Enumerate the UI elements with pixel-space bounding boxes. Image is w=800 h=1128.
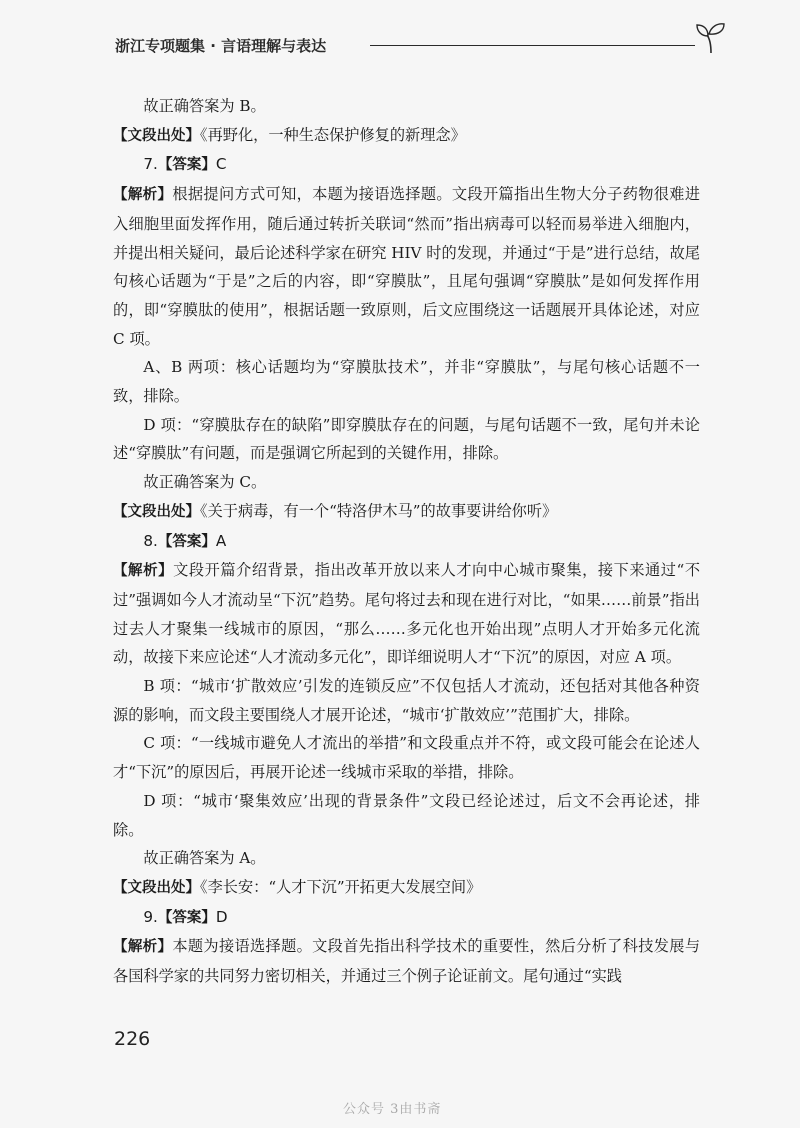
answer-line bbox=[113, 150, 700, 180]
answer-label: 【答案】 bbox=[157, 533, 216, 550]
answer-line bbox=[113, 903, 700, 933]
answer-line bbox=[113, 527, 700, 557]
answer-label: 【答案】 bbox=[157, 157, 216, 174]
analysis-paragraph bbox=[113, 556, 700, 672]
question-number: 7. bbox=[143, 155, 158, 174]
body-paragraph: C 项：“一线城市避免人才流出的举措”和文段重点并不符，或文段可能会在论述人才“下沉”的原因后，再展开论述一线城市采取的举措，排除。 bbox=[113, 734, 700, 782]
sprout-icon bbox=[693, 19, 729, 55]
answer-explanations bbox=[113, 92, 700, 991]
analysis-text: 文段开篇介绍背景，指出改革开放以来人才向中心城市聚集，接下来通过“不过”强调如今人才流动呈“下沉”趋势。尾句将过去和现在进行对比，“如果……前景”指出过去人才聚集一线城市的原因，“那么……多元化也开始出现”点明人才开始多元化流动，故接下来应论述“人才流动多元化”，即详细说明人才“下沉”的原因，对应 A 项。 bbox=[113, 561, 701, 667]
header-title: 浙江专项题集 · 言语理解与表达 bbox=[115, 37, 327, 55]
question-number: 8. bbox=[143, 531, 158, 550]
analysis-paragraph bbox=[113, 180, 700, 353]
header-rule bbox=[370, 45, 695, 46]
answer-value: A bbox=[215, 531, 227, 550]
source-label: 【文段出处】 bbox=[113, 879, 200, 896]
source-label: 【文段出处】 bbox=[113, 503, 200, 520]
body-paragraph: 故正确答案为 A。 bbox=[143, 849, 266, 868]
analysis-label: 【解析】 bbox=[113, 563, 174, 580]
body-paragraph: 故正确答案为 B。 bbox=[143, 97, 266, 115]
body-paragraph: D 项：“穿膜肽存在的缺陷”即穿膜肽存在的问题，与尾句话题不一致，尾句并未论述“穿膜肽”有问题，而是强调它所起到的关键作用，排除。 bbox=[113, 415, 700, 463]
analysis-label: 【解析】 bbox=[113, 939, 173, 956]
answer-label: 【答案】 bbox=[157, 909, 216, 926]
running-header bbox=[115, 33, 715, 59]
source-line bbox=[113, 873, 700, 903]
body-paragraph: B 项：“城市‘扩散效应’引发的连锁反应”不仅包括人才流动，还包括对其他各种资源的影响，而文段主要围绕人才展开论述，“城市‘扩散效应’”范围扩大，排除。 bbox=[113, 677, 700, 724]
watermark-text: 公众号 3由书斋 bbox=[343, 1102, 442, 1117]
source-label: 【文段出处】 bbox=[113, 127, 200, 144]
analysis-paragraph bbox=[113, 932, 700, 990]
answer-value: D bbox=[215, 907, 228, 926]
body-paragraph: 故正确答案为 C。 bbox=[143, 473, 267, 492]
source-title: 《再野化，一种生态保护修复的新理念》 bbox=[200, 125, 466, 144]
source-title: 《李长安：“人才下沉”开拓更大发展空间》 bbox=[200, 877, 482, 896]
analysis-text: 根据提问方式可知，本题为接语选择题。文段开篇指出生物大分子药物很难进入细胞里面发挥作用，随后通过转折关联词“然而”指出病毒可以轻而易举进入细胞内，并提出相关疑问，最后论述科学家在研究 HIV 时的发现，并通过“于是”进行总结，故尾句核心话题为“于是”之后的内容，即“穿膜肽”，且尾句强调“穿膜肽”是如何发挥作用的，即“穿膜肽的使用”，根据话题一致原则，后文应围绕这一话题展开具体论述，对应 C 项。 bbox=[113, 185, 701, 348]
source-title: 《关于病毒，有一个“特洛伊木马”的故事要讲给你听》 bbox=[200, 501, 558, 520]
source-line bbox=[113, 121, 700, 151]
body-paragraph: D 项：“城市‘聚集效应’出现的背景条件”文段已经论述过，后文不会再论述，排除。 bbox=[113, 791, 700, 839]
question-number: 9. bbox=[143, 907, 158, 926]
analysis-label: 【解析】 bbox=[113, 187, 173, 204]
body-paragraph: A、B 两项：核心话题均为“穿膜肽技术”，并非“穿膜肽”，与尾句核心话题不一致，排除。 bbox=[113, 358, 700, 406]
analysis-text: 本题为接语选择题。文段首先指出科学技术的重要性，然后分析了科技发展与各国科学家的共同努力密切相关，并通过三个例子论证前文。尾句通过“实践 bbox=[113, 937, 701, 986]
page-number: 226 bbox=[114, 1028, 151, 1050]
answer-value: C bbox=[215, 155, 227, 174]
source-line bbox=[113, 497, 700, 527]
